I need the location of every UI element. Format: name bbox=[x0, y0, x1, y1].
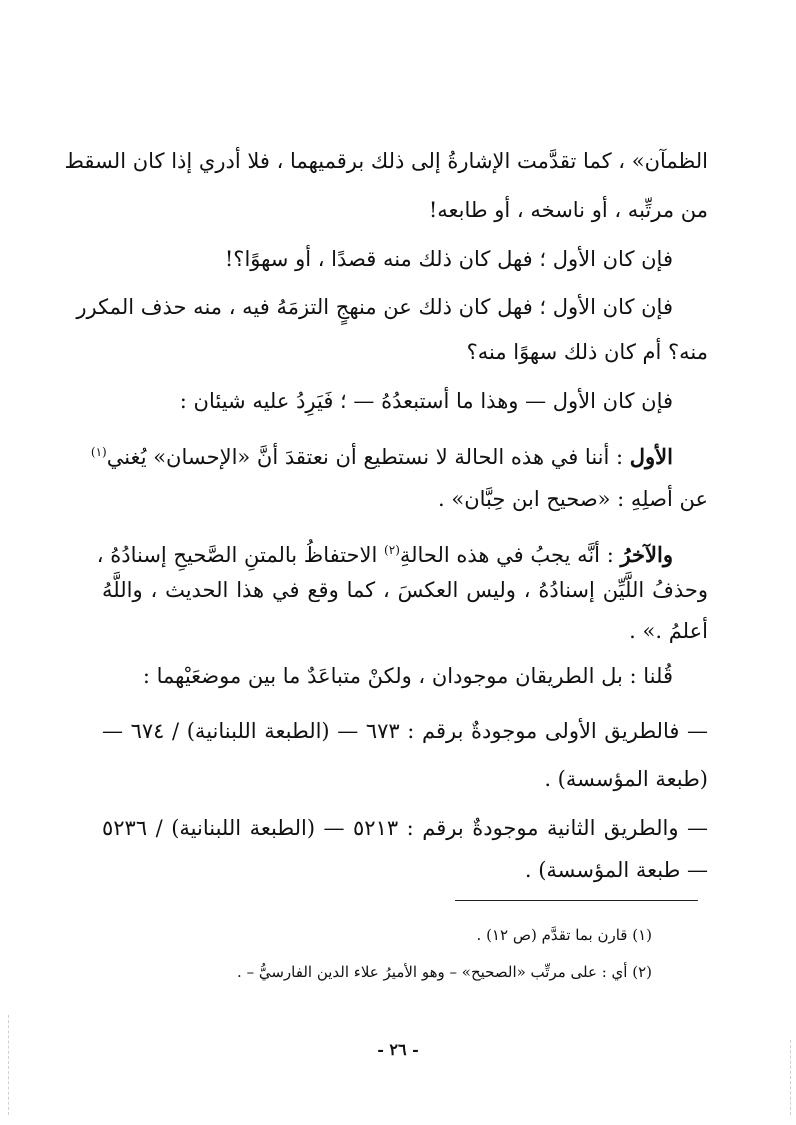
body-line bbox=[96, 535, 673, 570]
body-line: وحذفُ اللَّيِّن إسنادُهُ ، وليس العكسَ ، كما وقع في هذا الحديث ، واللَّهُ bbox=[102, 578, 708, 602]
footnote-separator bbox=[455, 900, 698, 901]
footnote: (٢) أي : على مرتِّب «الصحيح» – وهو الأميرُ علاء الدين الفارسيُّ – . bbox=[237, 963, 652, 981]
body-line: قُلنا : بل الطريقان موجودان ، ولكنْ متباعَدٌ ما بين موضعَيْهما : bbox=[142, 664, 673, 688]
body-line: (طبعة المؤسسة) . bbox=[544, 767, 708, 791]
body-line: — والطريق الثانية موجودةٌ برقم : ٥٢١٣ — (الطبعة اللبنانية) / ٥٢٣٦ bbox=[102, 816, 708, 840]
body-line: أعلمُ .» . bbox=[629, 619, 708, 643]
scan-edge-mark bbox=[8, 1015, 9, 1115]
scan-edge-mark bbox=[790, 1040, 791, 1115]
footnote: (١) قارن بما تقدَّم (ص ١٢) . bbox=[476, 926, 652, 944]
body-line: من مرتِّبه ، أو ناسخه ، أو طابعه! bbox=[428, 198, 708, 222]
body-line bbox=[90, 437, 673, 472]
point-text: الاحتفاظُ بالمتنِ الصَّحيحِ إسنادُهُ ، bbox=[96, 543, 378, 567]
body-line: عن أصلِهِ : «صحيح ابن حِبَّان» . bbox=[438, 487, 708, 511]
point-text: : أنَّه يجبُ في هذه الحالةِ bbox=[399, 543, 614, 567]
footnote-ref: (٢) bbox=[384, 543, 400, 557]
body-line: فإن كان الأول ؛ فهل كان ذلك منه قصدًا ، أو سهوًا؟! bbox=[224, 247, 673, 271]
body-line: فإن كان الأول — وهذا ما أستبعدُهُ — ؛ فَيَرِدُ عليه شيئان : bbox=[179, 389, 673, 413]
body-line: فإن كان الأول ؛ فهل كان ذلك عن منهجٍ التزمَهُ فيه ، منه حذف المكرر bbox=[76, 295, 673, 319]
point-label: الأول bbox=[629, 444, 673, 469]
body-line: — فالطريق الأولى موجودةٌ برقم : ٦٧٣ — (الطبعة اللبنانية) / ٦٧٤ — bbox=[102, 719, 708, 743]
page-number: - ٢٦ - bbox=[377, 1040, 419, 1059]
point-label: والآخرُ bbox=[620, 542, 673, 567]
body-line: الظمآن» ، كما تقدَّمت الإشارةُ إلى ذلك برقميهما ، فلا أدري إذا كان السقط bbox=[64, 149, 708, 173]
body-line: منه؟ أم كان ذلك سهوًا منه؟ bbox=[466, 340, 708, 364]
footnote-ref: (١) bbox=[90, 445, 107, 459]
body-line: — طبعة المؤسسة) . bbox=[524, 858, 708, 882]
point-text: : أننا في هذه الحالة لا نستطيع أن نعتقدَ أنَّ «الإحسان» يُغني bbox=[106, 445, 624, 469]
